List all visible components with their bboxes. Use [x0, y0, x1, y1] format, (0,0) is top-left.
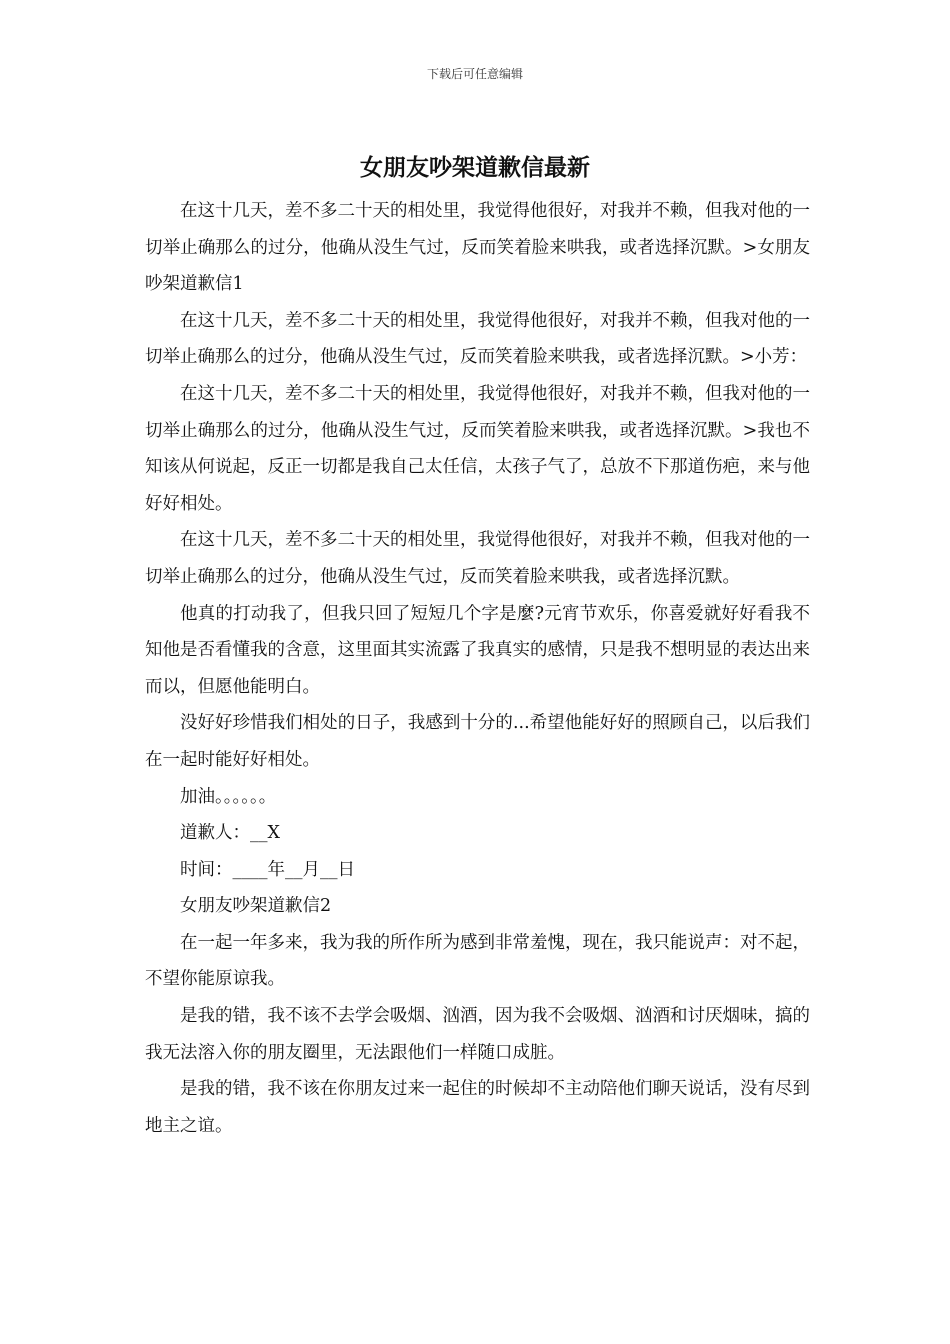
section-heading: 女朋友吵架道歉信2	[180, 896, 332, 917]
paragraph: 加油。。。。。。	[180, 786, 277, 807]
header-note: 下载后可任意编辑	[426, 67, 523, 81]
paragraph: 在这十几天，差不多二十天的相处里，我觉得他很好，对我并不赖，但我对他的一切举止确那么的过分，他确从没生气过，反而笑着脸来哄我，或者选择沉默。	[145, 530, 810, 587]
document-title: 女朋友吵架道歉信最新	[360, 154, 590, 181]
document-body	[145, 193, 810, 1144]
paragraph: 在这十几天，差不多二十天的相处里，我觉得他很好，对我并不赖，但我对他的一切举止确那么的过分，他确从没生气过，反而笑着脸来哄我，或者选择沉默。>我也不知该从何说起，反正一切都是我自己太任信，太孩子气了，总放不下那道伤疤，来与他好好相处。	[145, 383, 810, 514]
paragraph: 在一起一年多来，我为我的所作所为感到非常羞愧，现在，我只能说声：对不起，不望你能原谅我。	[145, 932, 810, 990]
paragraph: 他真的打动我了，但我只回了短短几个字是麼?元宵节欢乐，你喜爱就好好看我不知他是否看懂我的含意，这里面其实流露了我真实的感情，只是我不想明显的表达出来而以，但愿他能明白。	[145, 603, 810, 697]
paragraph: 在这十几天，差不多二十天的相处里，我觉得他很好，对我并不赖，但我对他的一切举止确那么的过分，他确从没生气过，反而笑着脸来哄我，或者选择沉默。>女朋友吵架道歉信1	[145, 201, 810, 295]
paragraph: 没好好珍惜我们相处的日子，我感到十分的...希望他能好好的照顾自己，以后我们在一起时能好好相处。	[145, 713, 810, 770]
signature-line: 道歉人：__X	[180, 823, 280, 844]
paragraph: 在这十几天，差不多二十天的相处里，我觉得他很好，对我并不赖，但我对他的一切举止确那么的过分，他确从没生气过，反而笑着脸来哄我，或者选择沉默。>小芳：	[145, 310, 810, 368]
date-line: 时间：____年__月__日	[180, 859, 355, 880]
paragraph: 是我的错，我不该不去学会吸烟、汹酒，因为我不会吸烟、汹酒和讨厌烟味，搞的我无法溶入你的朋友圈里，无法跟他们一样随口成脏。	[145, 1006, 810, 1063]
paragraph: 是我的错，我不该在你朋友过来一起住的时候却不主动陪他们聊天说话，没有尽到地主之谊。	[145, 1079, 810, 1136]
